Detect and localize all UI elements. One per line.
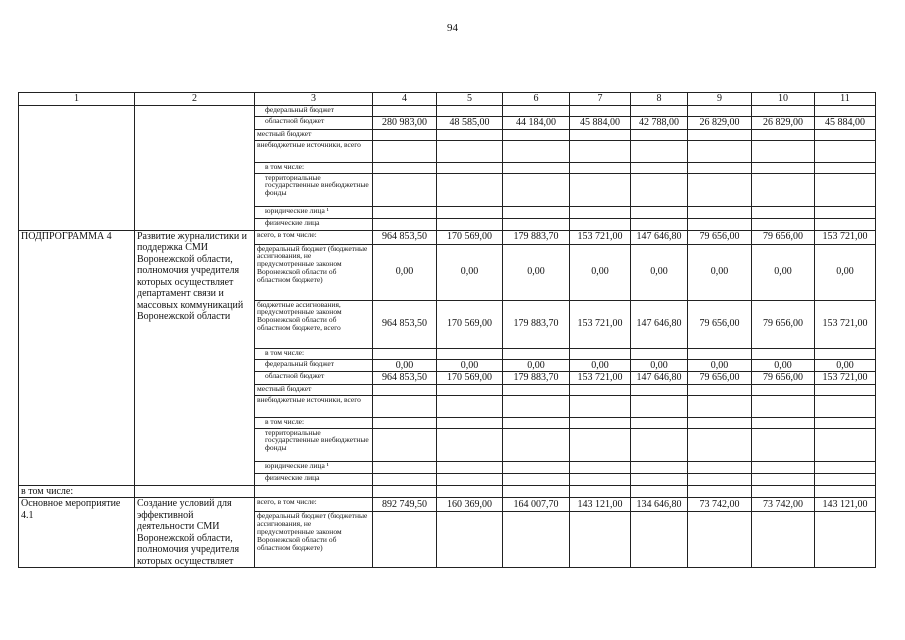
amount-cell: 147 646,80 bbox=[631, 372, 688, 385]
amount-cell bbox=[688, 461, 752, 473]
empty-cell bbox=[752, 485, 815, 498]
amount-cell bbox=[373, 417, 437, 428]
amount-cell: 0,00 bbox=[688, 359, 752, 372]
source-label: местный бюджет bbox=[255, 384, 373, 395]
amount-cell bbox=[373, 512, 437, 568]
amount-cell: 964 853,50 bbox=[373, 372, 437, 385]
amount-cell bbox=[752, 105, 815, 116]
amount-cell bbox=[437, 395, 503, 417]
source-label: областной бюджет bbox=[255, 372, 373, 385]
amount-cell bbox=[688, 417, 752, 428]
amount-cell: 160 369,00 bbox=[437, 498, 503, 512]
amount-cell bbox=[373, 218, 437, 230]
amount-cell: 170 569,00 bbox=[437, 300, 503, 348]
amount-cell: 79 656,00 bbox=[688, 230, 752, 244]
source-label: территориальные государственные внебюджетные фонды bbox=[255, 173, 373, 206]
amount-cell: 964 853,50 bbox=[373, 230, 437, 244]
column-number: 3 bbox=[255, 93, 373, 106]
amount-cell bbox=[815, 461, 876, 473]
empty-cell bbox=[373, 485, 437, 498]
column-number: 1 bbox=[19, 93, 135, 106]
amount-cell bbox=[752, 218, 815, 230]
amount-cell bbox=[815, 384, 876, 395]
amount-cell bbox=[570, 218, 631, 230]
amount-cell bbox=[570, 384, 631, 395]
amount-cell: 0,00 bbox=[815, 359, 876, 372]
source-label: федеральный бюджет bbox=[255, 359, 373, 372]
empty-cell bbox=[631, 485, 688, 498]
amount-cell bbox=[631, 512, 688, 568]
amount-cell bbox=[631, 162, 688, 173]
amount-cell bbox=[437, 105, 503, 116]
empty-cell bbox=[570, 485, 631, 498]
amount-cell bbox=[752, 173, 815, 206]
source-label: областной бюджет bbox=[255, 116, 373, 129]
amount-cell bbox=[503, 129, 570, 140]
amount-cell: 0,00 bbox=[373, 359, 437, 372]
amount-cell bbox=[373, 348, 437, 359]
source-label: в том числе: bbox=[255, 348, 373, 359]
amount-cell bbox=[503, 384, 570, 395]
amount-cell bbox=[752, 206, 815, 218]
amount-cell bbox=[752, 348, 815, 359]
amount-cell: 134 646,80 bbox=[631, 498, 688, 512]
amount-cell bbox=[752, 395, 815, 417]
amount-cell bbox=[570, 348, 631, 359]
amount-cell bbox=[373, 384, 437, 395]
amount-cell: 0,00 bbox=[752, 244, 815, 300]
amount-cell bbox=[437, 162, 503, 173]
amount-cell: 280 983,00 bbox=[373, 116, 437, 129]
amount-cell: 153 721,00 bbox=[815, 300, 876, 348]
amount-cell bbox=[373, 461, 437, 473]
column-number: 2 bbox=[135, 93, 255, 106]
column-number: 11 bbox=[815, 93, 876, 106]
amount-cell bbox=[503, 140, 570, 162]
amount-cell bbox=[688, 473, 752, 485]
amount-cell bbox=[570, 206, 631, 218]
source-label: внебюджетные источники, всего bbox=[255, 140, 373, 162]
amount-cell bbox=[631, 140, 688, 162]
source-label: местный бюджет bbox=[255, 129, 373, 140]
amount-cell bbox=[815, 512, 876, 568]
amount-cell bbox=[437, 461, 503, 473]
source-label: федеральный бюджет bbox=[255, 105, 373, 116]
amount-cell bbox=[631, 395, 688, 417]
amount-cell bbox=[631, 173, 688, 206]
amount-cell: 153 721,00 bbox=[570, 372, 631, 385]
amount-cell bbox=[688, 140, 752, 162]
amount-cell bbox=[373, 162, 437, 173]
amount-cell bbox=[815, 395, 876, 417]
amount-cell bbox=[503, 473, 570, 485]
amount-cell bbox=[503, 512, 570, 568]
amount-cell bbox=[752, 140, 815, 162]
amount-cell bbox=[815, 473, 876, 485]
amount-cell bbox=[503, 173, 570, 206]
amount-cell bbox=[688, 218, 752, 230]
source-label: внебюджетные источники, всего bbox=[255, 395, 373, 417]
amount-cell bbox=[437, 173, 503, 206]
amount-cell bbox=[373, 473, 437, 485]
amount-cell: 153 721,00 bbox=[815, 372, 876, 385]
amount-cell: 44 184,00 bbox=[503, 116, 570, 129]
amount-cell bbox=[373, 173, 437, 206]
amount-cell bbox=[437, 428, 503, 461]
amount-cell bbox=[437, 384, 503, 395]
column-number: 7 bbox=[570, 93, 631, 106]
amount-cell bbox=[503, 348, 570, 359]
amount-cell bbox=[815, 206, 876, 218]
amount-cell: 0,00 bbox=[503, 244, 570, 300]
amount-cell bbox=[570, 473, 631, 485]
amount-cell: 48 585,00 bbox=[437, 116, 503, 129]
amount-cell bbox=[815, 173, 876, 206]
empty-cell bbox=[815, 485, 876, 498]
amount-cell bbox=[570, 173, 631, 206]
amount-cell bbox=[570, 461, 631, 473]
amount-cell bbox=[752, 428, 815, 461]
amount-cell: 0,00 bbox=[503, 359, 570, 372]
amount-cell: 79 656,00 bbox=[752, 372, 815, 385]
amount-cell: 0,00 bbox=[570, 359, 631, 372]
amount-cell bbox=[688, 173, 752, 206]
measure-code: Основное мероприятие 4.1 bbox=[19, 498, 135, 568]
amount-cell: 0,00 bbox=[752, 359, 815, 372]
amount-cell bbox=[437, 417, 503, 428]
amount-cell: 179 883,70 bbox=[503, 230, 570, 244]
amount-cell bbox=[570, 428, 631, 461]
amount-cell bbox=[373, 428, 437, 461]
amount-cell bbox=[815, 140, 876, 162]
subprogram-name: Развитие журналистики и поддержка СМИ Воронежской области, полномочия учредителя которых осуществляет департамент связи и массовых коммуникаций Воронежской области bbox=[135, 230, 255, 485]
source-label: юридические лица ¹ bbox=[255, 206, 373, 218]
amount-cell bbox=[503, 395, 570, 417]
amount-cell bbox=[752, 461, 815, 473]
amount-cell bbox=[631, 129, 688, 140]
amount-cell: 79 656,00 bbox=[688, 300, 752, 348]
source-label: физические лица bbox=[255, 218, 373, 230]
amount-cell: 45 884,00 bbox=[570, 116, 631, 129]
amount-cell bbox=[570, 140, 631, 162]
amount-cell bbox=[570, 162, 631, 173]
amount-cell bbox=[437, 473, 503, 485]
source-label: федеральный бюджет (бюджетные ассигнования, не предусмотренные законом Воронежской области об областном бюджете) bbox=[255, 244, 373, 300]
source-label: бюджетные ассигнования, предусмотренные законом Воронежской области об областном бюджете, всего bbox=[255, 300, 373, 348]
amount-cell: 179 883,70 bbox=[503, 372, 570, 385]
amount-cell bbox=[570, 512, 631, 568]
amount-cell bbox=[688, 428, 752, 461]
amount-cell: 170 569,00 bbox=[437, 230, 503, 244]
amount-cell: 0,00 bbox=[631, 244, 688, 300]
amount-cell bbox=[631, 428, 688, 461]
amount-cell bbox=[570, 395, 631, 417]
amount-cell: 45 884,00 bbox=[815, 116, 876, 129]
source-label: всего, в том числе: bbox=[255, 498, 373, 512]
amount-cell bbox=[437, 129, 503, 140]
empty-cell bbox=[135, 485, 255, 498]
amount-cell: 42 788,00 bbox=[631, 116, 688, 129]
amount-cell bbox=[631, 206, 688, 218]
amount-cell: 0,00 bbox=[437, 359, 503, 372]
amount-cell: 147 646,80 bbox=[631, 230, 688, 244]
empty-cell bbox=[503, 485, 570, 498]
amount-cell: 143 121,00 bbox=[815, 498, 876, 512]
table-row bbox=[19, 498, 876, 512]
amount-cell bbox=[437, 206, 503, 218]
amount-cell bbox=[815, 129, 876, 140]
amount-cell: 79 656,00 bbox=[688, 372, 752, 385]
amount-cell bbox=[752, 512, 815, 568]
table-row bbox=[19, 485, 876, 498]
amount-cell: 79 656,00 bbox=[752, 300, 815, 348]
empty-cell bbox=[688, 485, 752, 498]
amount-cell bbox=[631, 473, 688, 485]
amount-cell bbox=[503, 428, 570, 461]
amount-cell bbox=[815, 348, 876, 359]
table-row bbox=[19, 230, 876, 244]
amount-cell: 0,00 bbox=[373, 244, 437, 300]
amount-cell: 153 721,00 bbox=[570, 230, 631, 244]
source-label: в том числе: bbox=[255, 417, 373, 428]
amount-cell bbox=[373, 206, 437, 218]
amount-cell bbox=[688, 395, 752, 417]
column-number: 6 bbox=[503, 93, 570, 106]
amount-cell bbox=[631, 348, 688, 359]
source-label: физические лица bbox=[255, 473, 373, 485]
amount-cell bbox=[437, 140, 503, 162]
amount-cell bbox=[503, 105, 570, 116]
amount-cell bbox=[688, 105, 752, 116]
empty-cell bbox=[19, 105, 135, 230]
amount-cell: 0,00 bbox=[570, 244, 631, 300]
amount-cell bbox=[815, 417, 876, 428]
amount-cell: 0,00 bbox=[815, 244, 876, 300]
amount-cell: 892 749,50 bbox=[373, 498, 437, 512]
amount-cell bbox=[752, 384, 815, 395]
amount-cell bbox=[688, 129, 752, 140]
column-number: 10 bbox=[752, 93, 815, 106]
amount-cell bbox=[688, 162, 752, 173]
amount-cell bbox=[815, 162, 876, 173]
amount-cell bbox=[631, 461, 688, 473]
budget-table bbox=[18, 92, 876, 568]
amount-cell: 170 569,00 bbox=[437, 372, 503, 385]
source-label: в том числе: bbox=[255, 162, 373, 173]
amount-cell bbox=[752, 162, 815, 173]
empty-cell bbox=[255, 485, 373, 498]
amount-cell bbox=[570, 105, 631, 116]
amount-cell bbox=[752, 417, 815, 428]
amount-cell bbox=[570, 129, 631, 140]
amount-cell: 153 721,00 bbox=[570, 300, 631, 348]
amount-cell bbox=[631, 384, 688, 395]
amount-cell: 153 721,00 bbox=[815, 230, 876, 244]
amount-cell bbox=[503, 162, 570, 173]
amount-cell bbox=[688, 384, 752, 395]
amount-cell: 143 121,00 bbox=[570, 498, 631, 512]
amount-cell bbox=[815, 105, 876, 116]
subprogram-code: ПОДПРОГРАММА 4 bbox=[19, 230, 135, 485]
amount-cell bbox=[752, 473, 815, 485]
amount-cell: 79 656,00 bbox=[752, 230, 815, 244]
amount-cell bbox=[373, 140, 437, 162]
column-number: 5 bbox=[437, 93, 503, 106]
amount-cell bbox=[631, 417, 688, 428]
amount-cell bbox=[437, 218, 503, 230]
amount-cell bbox=[503, 206, 570, 218]
page-number: 94 bbox=[447, 22, 458, 34]
amount-cell: 164 007,70 bbox=[503, 498, 570, 512]
amount-cell: 0,00 bbox=[631, 359, 688, 372]
amount-cell bbox=[688, 512, 752, 568]
amount-cell bbox=[437, 348, 503, 359]
amount-cell: 26 829,00 bbox=[688, 116, 752, 129]
amount-cell bbox=[815, 218, 876, 230]
section-label: в том числе: bbox=[19, 485, 135, 498]
source-label: федеральный бюджет (бюджетные ассигнования, не предусмотренные законом Воронежской области об областном бюджете) bbox=[255, 512, 373, 568]
amount-cell bbox=[752, 129, 815, 140]
column-number: 4 bbox=[373, 93, 437, 106]
table-row bbox=[19, 93, 876, 106]
amount-cell bbox=[631, 218, 688, 230]
source-label: всего, в том числе: bbox=[255, 230, 373, 244]
amount-cell bbox=[373, 129, 437, 140]
column-number: 9 bbox=[688, 93, 752, 106]
amount-cell bbox=[688, 348, 752, 359]
amount-cell: 0,00 bbox=[437, 244, 503, 300]
amount-cell bbox=[631, 105, 688, 116]
amount-cell bbox=[373, 105, 437, 116]
amount-cell: 964 853,50 bbox=[373, 300, 437, 348]
amount-cell: 73 742,00 bbox=[688, 498, 752, 512]
amount-cell bbox=[503, 218, 570, 230]
amount-cell bbox=[503, 461, 570, 473]
column-number: 8 bbox=[631, 93, 688, 106]
measure-name: Создание условий для эффективной деятельности СМИ Воронежской области, полномочия учредителя которых осуществляет bbox=[135, 498, 255, 568]
amount-cell bbox=[570, 417, 631, 428]
empty-cell bbox=[135, 105, 255, 230]
amount-cell: 73 742,00 bbox=[752, 498, 815, 512]
empty-cell bbox=[437, 485, 503, 498]
amount-cell: 26 829,00 bbox=[752, 116, 815, 129]
amount-cell bbox=[437, 512, 503, 568]
source-label: территориальные государственные внебюджетные фонды bbox=[255, 428, 373, 461]
amount-cell bbox=[373, 395, 437, 417]
amount-cell bbox=[503, 417, 570, 428]
table-row bbox=[19, 105, 876, 116]
amount-cell bbox=[815, 428, 876, 461]
amount-cell: 179 883,70 bbox=[503, 300, 570, 348]
amount-cell: 0,00 bbox=[688, 244, 752, 300]
amount-cell: 147 646,80 bbox=[631, 300, 688, 348]
source-label: юридические лица ¹ bbox=[255, 461, 373, 473]
amount-cell bbox=[688, 206, 752, 218]
